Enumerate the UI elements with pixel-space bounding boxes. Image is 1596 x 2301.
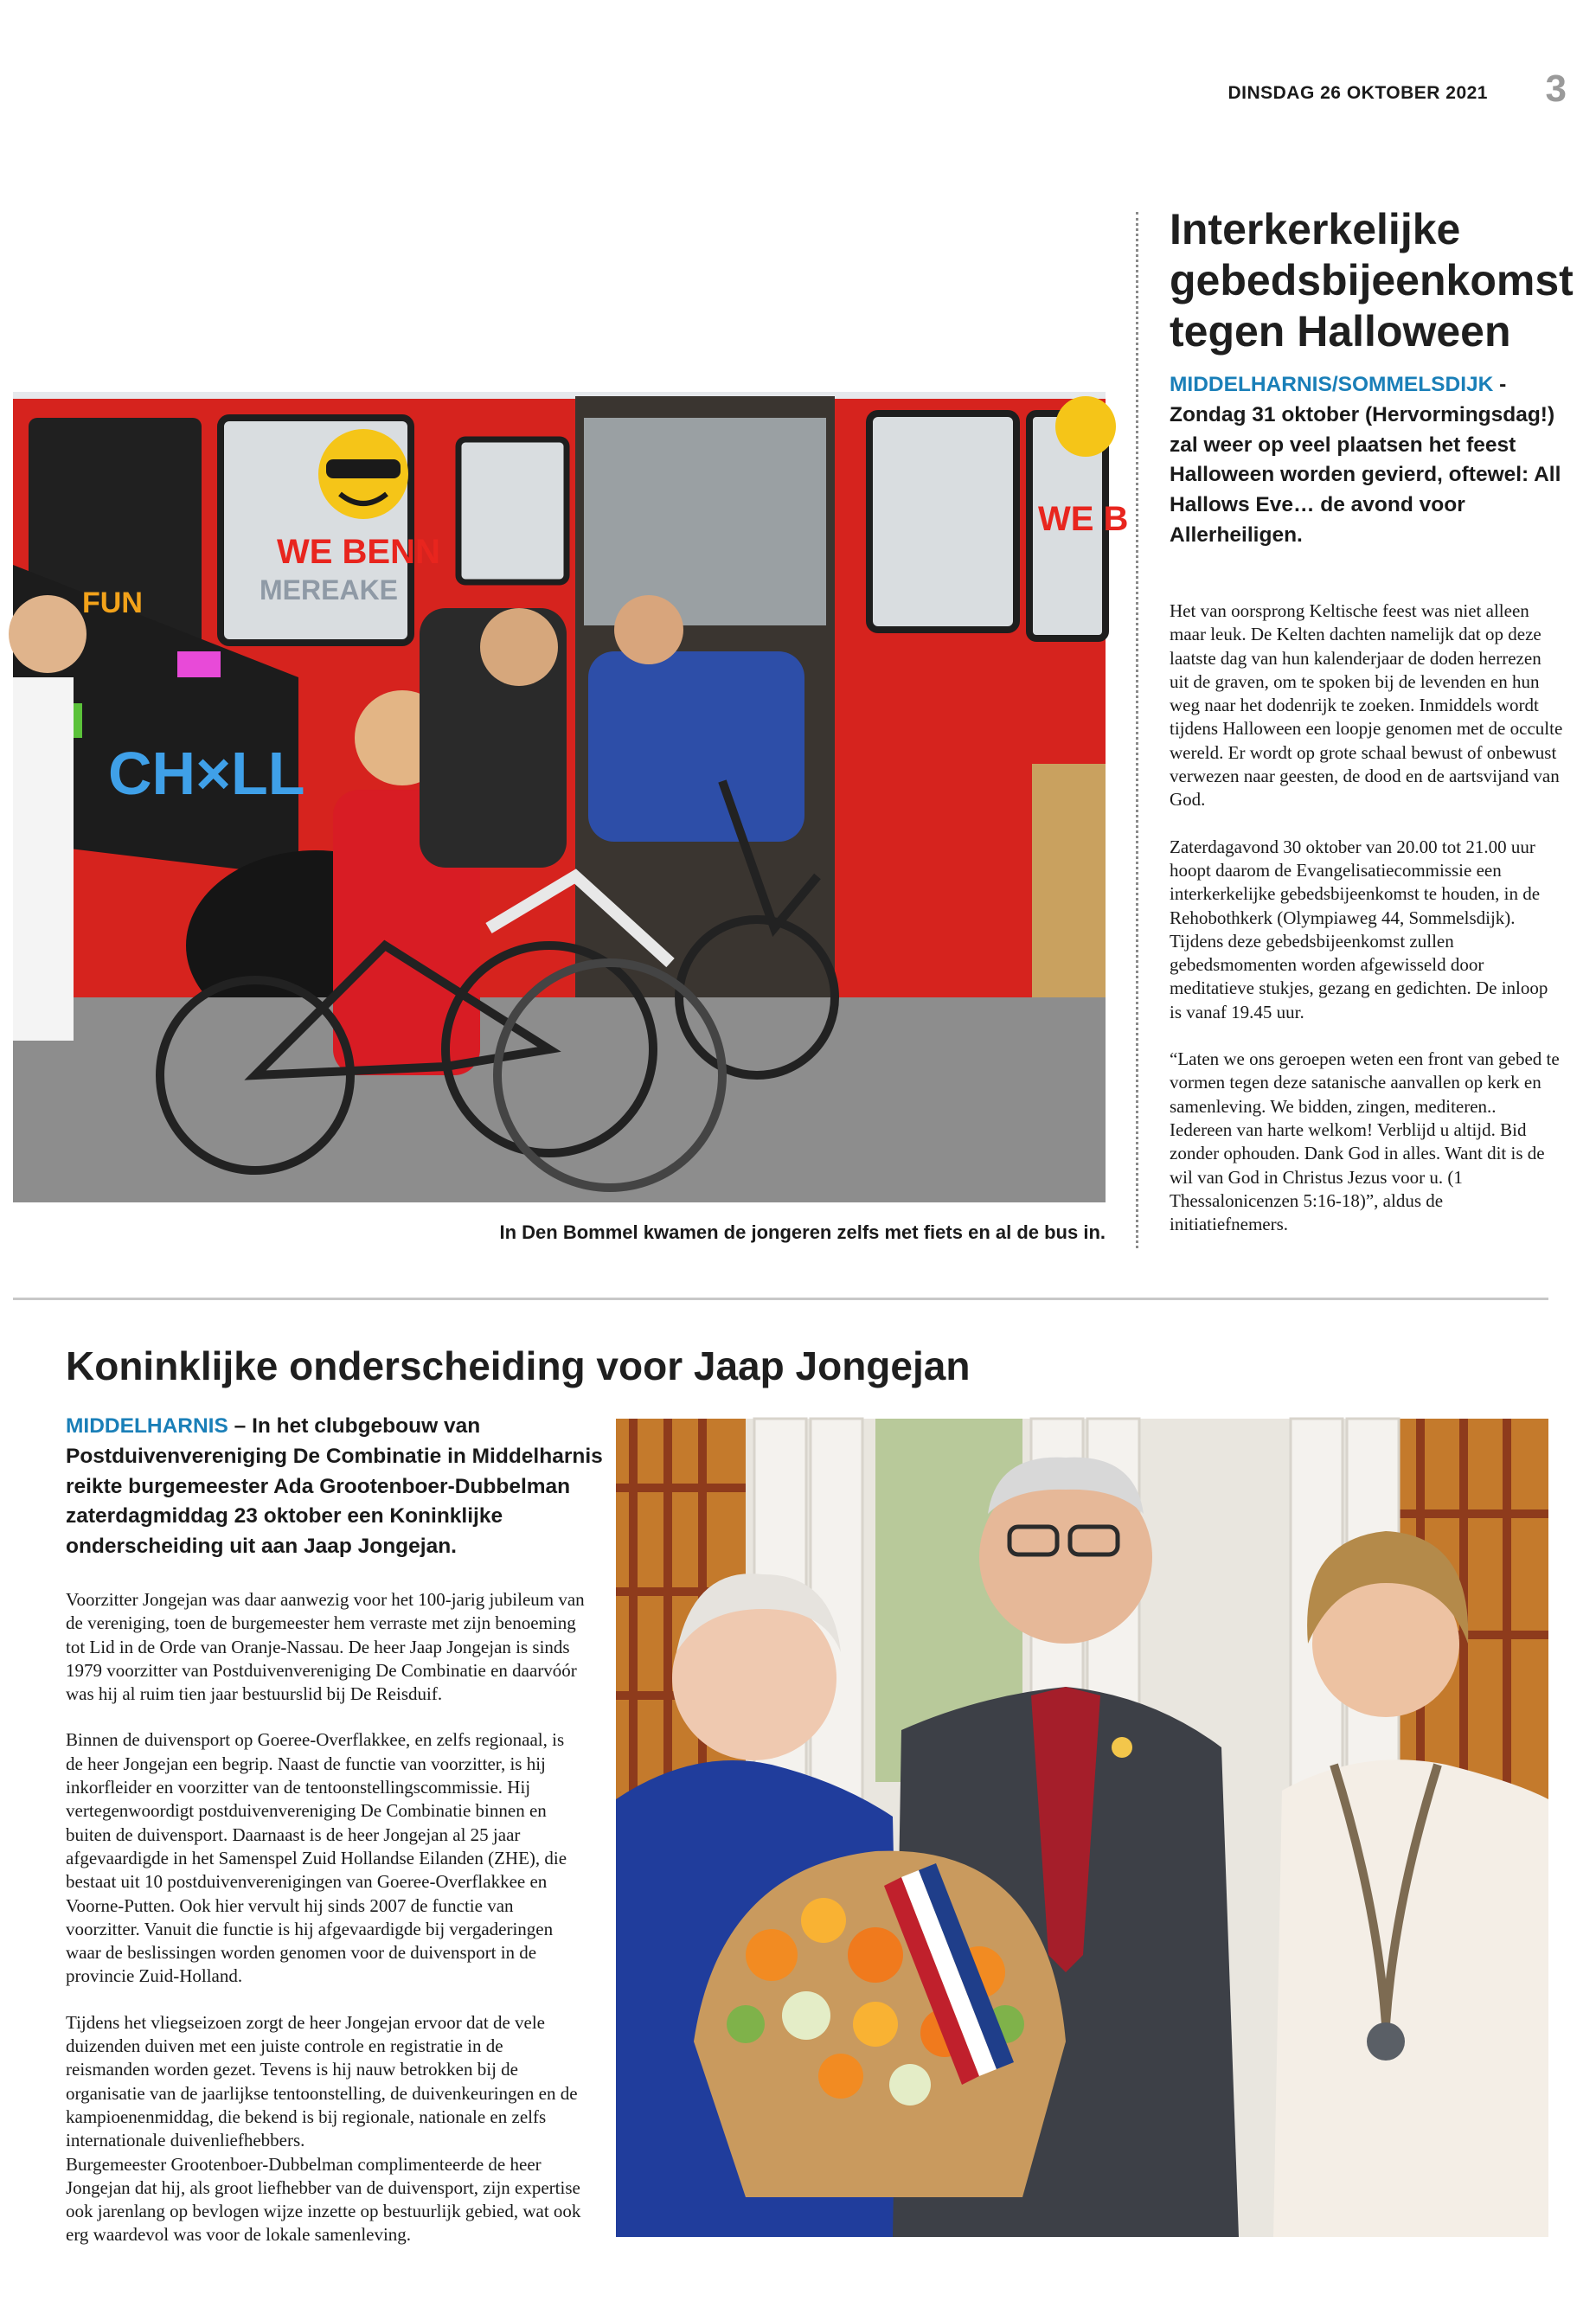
photo-caption: In Den Bommel kwamen de jongeren zelfs met fiets en al de bus in. — [499, 1221, 1106, 1243]
graffiti-text: WE BENN — [277, 533, 440, 571]
body-paragraph: Voorzitter Jongejan was daar aanwezig voor het 100-jarig jubileum van de vereniging, toen de burgemeester hem verraste met zijn benoeming tot Lid in de Orde van Oranje-Nassau. De heer Jaap Jongejan is sinds 1979 voorzitter van Postduivenvereniging De Combinatie en daarvóór was hij al ruim tien jaar bestuurslid bij De Reisduif. — [66, 1589, 585, 1705]
bus-photo-illustration — [13, 392, 1129, 1202]
graffiti-text: CH×LL — [108, 740, 305, 807]
lead-text: Zondag 31 oktober (Hervormingsdag!) zal weer op veel plaatsen het feest Halloween worden gevierd, oftewel: All Hallows Eve… de avond voor Allerheiligen. — [1170, 402, 1561, 547]
body-paragraph: Zaterdagavond 30 oktober van 20.00 tot 21.00 uur hoopt daarom de Evangelisatiecommissie een interkerkelijke gebedsbijeenkomst te houden, in de Rehobothkerk (Olympiaweg 44, Sommelsdijk). Tijdens deze gebedsbijeenkomst zullen gebedsmomenten worden afgewisseld door meditatieve stukjes, gezang en gedichten. De inloop is vanaf 19.45 uur. — [1170, 836, 1548, 1022]
article-lead — [1170, 370, 1563, 551]
dateline-separator: – — [228, 1414, 253, 1438]
award-photo-illustration — [616, 1419, 1548, 2237]
page-number: 3 — [1545, 67, 1567, 110]
dateline: MIDDELHARNIS — [66, 1414, 228, 1438]
body-paragraph: Het van oorsprong Keltische feest was niet alleen maar leuk. De Kelten dachten namelijk dat op deze laatste dag van hun kalenderjaar de doden herrezen uit de graven, om te spoken bij de levenden en hun weg naar het dodenrijk te zoeken. Inmiddels wordt tijdens Halloween een loopje genomen met de occulte wereld. Er wordt op grote schaal bewust of onbewust verwezen naar geesten, de dood en de aartsvijand van God. — [1170, 600, 1563, 811]
graffiti-text: FUN — [82, 586, 143, 619]
award-photo — [616, 1419, 1548, 2237]
dateline: MIDDELHARNIS/SOMMELSDIJK — [1170, 373, 1494, 396]
column-divider — [1136, 212, 1138, 1248]
dateline-separator: - — [1493, 373, 1507, 396]
body-paragraph: Binnen de duivensport op Goeree-Overflakkee, en zelfs regionaal, is de heer Jongejan een begrip. Naast de functie van voorzitter, is hij inkorfleider en voorzitter van de tentoonstellingscommissie. Hij vertegenwoordigt postduivenvereniging De Combinatie binnen en buiten de duivensport. Daarnaast is de heer Jongejan al 25 jaar afgevaardigde in het Samenspel Zuid Hollandse Eilanden (ZHE), die bestaat uit 10 postduivenverenigingen van Goeree-Overflakkee en Voorne-Putten. Ook hier vervult hij sinds 2007 de functie van voorzitter. Vanuit die functie is hij afgevaardigde bij vergaderingen waar de beslissingen worden genomen voor de duivensport in de provincie Zuid-Holland. — [66, 1729, 567, 1987]
body-paragraph: Burgemeester Grootenboer-Dubbelman complimenteerde de heer Jongejan dat hij, als groot liefhebber van de duivensport, zijn expertise ook jarenlang op bevlogen wijze inzette op bestuurlijk gebied, wat ook erg waardevol was voor de lokale samenleving. — [66, 2153, 581, 2246]
article-lead — [66, 1412, 604, 1562]
article-headline: Interkerkelijke gebedsbijeenkomst tegen Halloween — [1170, 205, 1574, 356]
graffiti-text: MEREAKE — [260, 574, 399, 606]
bus-photo — [13, 392, 1129, 1202]
issue-date: DINSDAG 26 OKTOBER 2021 — [1227, 83, 1488, 103]
graffiti-text: WE B — [1038, 500, 1129, 538]
section-divider — [13, 1298, 1548, 1300]
lead-text: In het clubgebouw van Postduivenvereniging De Combinatie in Middelharnis reikte burgemeester Ada Grootenboer-Dubbelman zaterdagmiddag 23 oktober een Koninklijke onderscheiding uit aan Jaap Jongejan. — [66, 1414, 603, 1559]
article-body — [1170, 599, 1563, 1259]
article-body — [66, 1588, 585, 2270]
article-headline: Koninklijke onderscheiding voor Jaap Jongejan — [66, 1343, 971, 1388]
body-paragraph: “Laten we ons geroepen weten een front van gebed te vormen tegen deze satanische aanvallen op kerk en samenleving. We bidden, zingen, mediteren.. Iedereen van harte welkom! Verblijd u altijd. Bid zonder ophouden. Dank God in alles. Want dit is de wil van God in Christus Jezus voor u. (1 Thessalonicenzen 5:16-18)”, aldus de initiatiefnemers. — [1170, 1048, 1560, 1235]
body-paragraph: Tijdens het vliegseizoen zorgt de heer Jongejan ervoor dat de vele duizenden duiven met een juiste controle en registratie in de reismanden worden gezet. Tevens is hij nauw betrokken bij de organisatie van de jaarlijkse tentoonstelling, de duivenkeuringen en de kampioenenmiddag, die bekend is bij regionale, nationale en zelfs internationale duivenliefhebbers. — [66, 2011, 578, 2151]
